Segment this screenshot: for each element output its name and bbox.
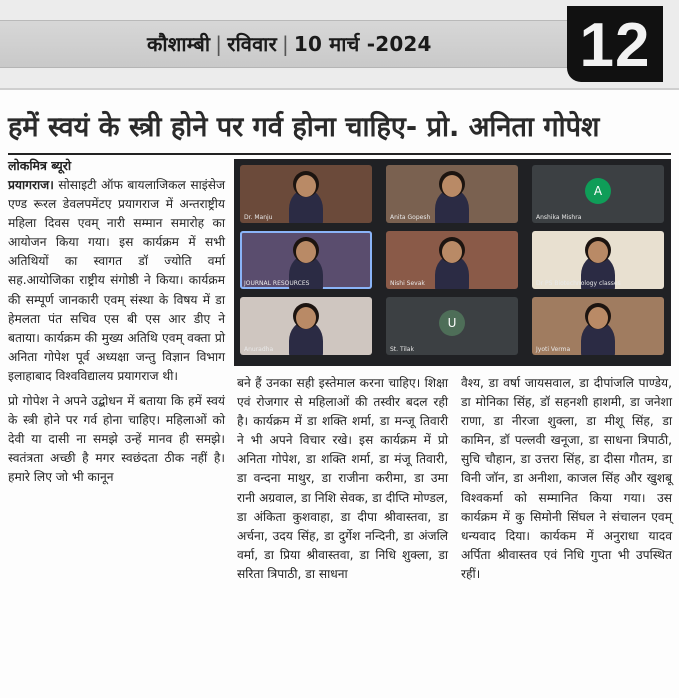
participant-tile xyxy=(240,297,372,355)
byline: लोकमित्र ब्यूरो xyxy=(8,158,72,173)
participant-face xyxy=(442,175,462,197)
participant-tile xyxy=(386,165,518,223)
participant-avatar: A xyxy=(585,178,611,204)
participant-face xyxy=(588,241,608,263)
participant-face xyxy=(296,175,316,197)
masthead-dateline: कौशाम्बी | रविवार | 10 मार्च -2024 xyxy=(147,32,432,56)
article-text-2: बने हैं उनका सही इस्तेमाल करना चाहिए। शिक्षा एवं रोजगार से महिलाओं की तस्वीर बदल रही है। कार्यक्रम में डा शक्ति शर्मा, डा मन्जू तिवारी ने भी अपने विचार रखे। इस कार्यक्रम में प्रो अनिता गोपेश, डा शक्ति शर्मा, डा मंजू तिवारी, डा वन्दना माथुर, डा राजीना करीमा, डा उमा रानी अग्रवाल, डा निशि सेवक, डा दीप्ति मोण्डल, डा अंकिता कुशवाहा, डा दीपा श्रीवास्तवा, डा अर्चना, उदय सिंह, डा दुर्गेश नन्दिनी, डा अंजलि वर्मा, डा प्रिया श्रीवास्तवा, डा निधि शुक्ला, डा सरिता त्रिपाठी, डा साधना xyxy=(237,376,448,581)
participant-face xyxy=(588,307,608,329)
participant-tile xyxy=(532,165,664,223)
page-number-box xyxy=(567,6,663,82)
participant-face xyxy=(296,307,316,329)
participant-face xyxy=(442,241,462,263)
article-column-1 xyxy=(8,176,225,494)
page-number: 12 xyxy=(579,11,651,80)
participant-name: St. Tilak xyxy=(390,346,414,353)
article-text-1: सोसाइटी ऑफ बायलाजिकल साइंसेज एण्ड रूरल डेवलपमेंटए प्रयागराज में अन्तराष्ट्रीय महिला दिवस एवम् नारी सम्मान समारोह का आयोजन किया गया। इस कार्यक्रम में सभी अतिथियों का स्वागत डॉ ज्योति वर्मा सह.आयोजिका राष्ट्रीय संगोष्ठी ने किया। कार्यक्रम की सम्पूर्ण जानकारी एवम् संस्था के विषय में डा हेमलता पंत सचिव एस बी एस आर डीए ने बताया। कार्यक्रम की मुख्य अतिथि एवम् वक्ता प्रो अनिता गोपेश पूर्व अध्यक्षा जन्तु विज्ञान विभाग इलाहाबाद विश्वविद्यालय प्रयागराज थी। xyxy=(8,178,226,383)
participant-tile xyxy=(240,231,372,289)
participant-name: Dr PS Biotechnology classes xyxy=(536,280,621,287)
participant-tile xyxy=(386,231,518,289)
participant-tile xyxy=(240,165,372,223)
participant-name: Nishi Sevak xyxy=(390,280,425,287)
participant-name: Anshika Mishra xyxy=(536,214,582,221)
article-column-2 xyxy=(237,374,448,590)
masthead-city: कौशाम्बी xyxy=(147,32,211,56)
video-call-photo xyxy=(234,159,671,366)
masthead-date: 10 मार्च -2024 xyxy=(293,32,432,56)
dateline: प्रयागराज। xyxy=(8,178,54,192)
masthead xyxy=(0,0,679,88)
participant-tile xyxy=(532,297,664,355)
article-paragraph-1 xyxy=(8,176,225,386)
article-paragraph-2: प्रो गोपेश ने अपने उद्बोधन में बताया कि हमें स्वयं के स्त्री होने पर गर्व होना चाहिए। महिलाओं को देवी या दासी ना समझे उन्हें मानव ही समझे। स्वतंत्रता अच्छी है मगर स्वछंदता ठीक नहीं है। हमारे लिए जो भी कानून xyxy=(8,394,225,485)
masthead-divider xyxy=(0,88,679,90)
participant-name: Dr. Manju xyxy=(244,214,273,221)
participant-avatar: U xyxy=(439,310,465,336)
article-text-3: वैश्य, डा वर्षा जायसवाल, डा दीपांजलि पाण्डेय, डा मोनिका सिंह, डॉ सहनशी हाशमी, डा जनेशा राणा, डा नीरजा शुक्ला, डा मीशू सिंह, डा कामिन, डॉ पल्लवी खनूजा, डा साधना त्रिपाठी, सुचि चौहान, डा उत्तरा सिंह, डा दीसा गौतम, डा विनी जॉन, डा अनीशा, काजल सिंह और खुशबू विश्वकर्मा को सम्मानित किया गया। उस कार्यक्रम में कु सिमोनी सिंघल ने संचालन एवम् धन्यवाद दिया। कार्यकम में अनुराधा यादव अर्पिता श्रीवास्तव एवं निधि गुप्ता भी उपस्थित रहीं। xyxy=(461,376,672,581)
article-column-3 xyxy=(461,374,672,590)
headline-rule xyxy=(8,153,671,155)
participant-name: Anuradha xyxy=(244,346,274,353)
participant-tile xyxy=(532,231,664,289)
participant-name: JOURNAL RESOURCES xyxy=(244,280,310,287)
participant-name: Anita Gopesh xyxy=(390,214,431,221)
participant-name: Jyoti Verma xyxy=(536,346,571,353)
masthead-day: रविवार xyxy=(227,32,277,56)
participant-face xyxy=(296,241,316,263)
participant-tile xyxy=(386,297,518,355)
headline: हमें स्वयं के स्त्री होने पर गर्व होना चाहिए- प्रो. अनिता गोपेश xyxy=(8,111,600,143)
